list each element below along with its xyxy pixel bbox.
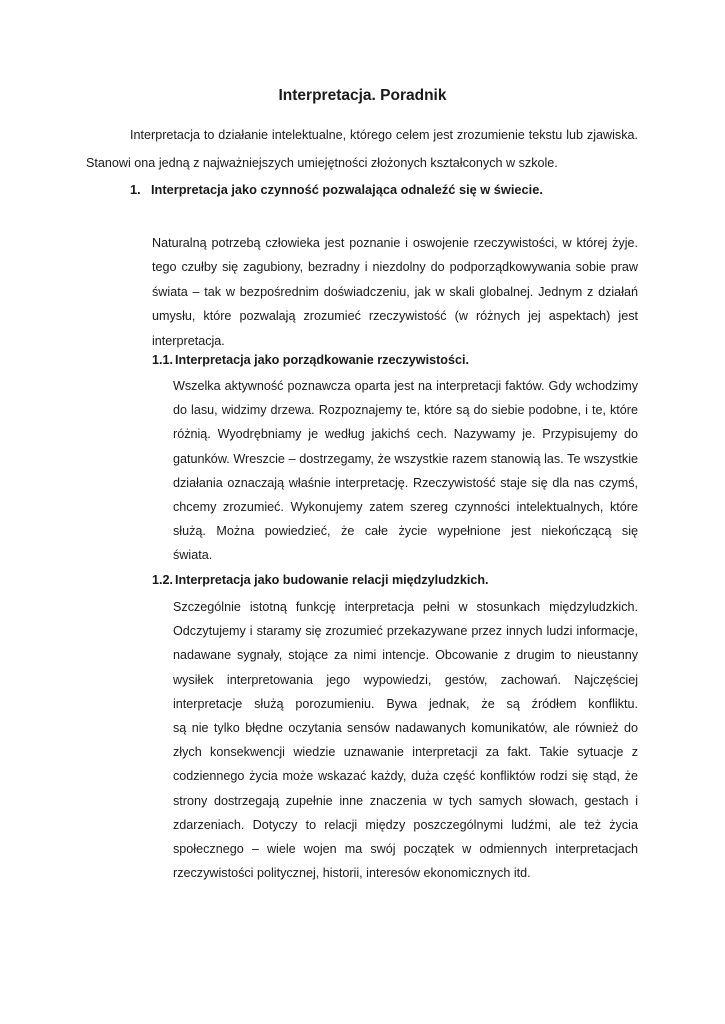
paragraph-line: są nie tylko błędne oczytania sensów nadawanych komunikatów, ale również do: [173, 720, 638, 735]
intro-line: Stanowi ona jedną z najważniejszych umiejętności złożonych kształconych w szkole.: [86, 156, 558, 170]
paragraph-line: do lasu, widzimy drzewa. Rozpoznajemy te, które są do siebie podobne, i te, które: [173, 403, 638, 418]
paragraph-line: społecznego – wiele wojen ma swój początek w odmiennych interpretacjach: [173, 841, 638, 856]
paragraph-line: zdarzeniach. Dotyczy to relacji między poszczególnymi ludźmi, ale też życia: [173, 817, 638, 832]
paragraph-line: służą. Można powiedzieć, że całe życie wypełnione jest niekończącą się: [173, 524, 638, 539]
paragraph-line: chcemy zrozumieć. Wykonujemy zatem szereg czynności intelektualnych, które: [173, 499, 638, 514]
paragraph-line: strony dostrzegają zupełnie inne znaczenia w tych samych słowach, gestach i: [173, 793, 638, 808]
subsection-1-1-paragraph: [173, 374, 638, 568]
subsection-1-2-paragraph: [173, 595, 638, 885]
section-1-heading: [130, 182, 543, 197]
subsection-1-1-heading: [152, 353, 469, 367]
document-title: Interpretacja. Poradnik: [278, 87, 447, 104]
section-1-paragraph: [152, 231, 638, 353]
paragraph-line: tego czułby się zagubiony, bezradny i niezdolny do podporządkowywania sobie praw: [152, 260, 638, 275]
paragraph-line: wysiłek interpretowania jego wypowiedzi, gestów, zachowań. Najczęściej: [173, 672, 638, 687]
paragraph-line: nadawane sygnały, stojące za nimi intencje. Obcowanie z drugim to nieustanny: [173, 648, 638, 663]
subsection-1-1-title: Interpretacja jako porządkowanie rzeczywistości.: [175, 353, 469, 367]
subsection-1-2-number: 1.2.: [152, 573, 174, 587]
paragraph-line: działania oznaczają właśnie interpretację. Rzeczywistość staje się dla nas czymś,: [173, 475, 638, 490]
paragraph-line: Naturalną potrzebą człowieka jest poznanie i oswojenie rzeczywistości, w której żyje.: [152, 236, 638, 250]
subsection-1-2-heading: [152, 573, 489, 587]
paragraph-line: Wszelka aktywność poznawcza oparta jest na interpretacji faktów. Gdy wchodzimy: [173, 379, 638, 393]
paragraph-line: Odczytujemy i staramy się zrozumieć przekazywane przez innych ludzi informacje,: [173, 624, 638, 639]
paragraph-line: interpretacja.: [152, 333, 225, 348]
section-1-title: Interpretacja jako czynność pozwalająca odnaleźć się w świecie.: [151, 182, 543, 197]
paragraph-line: codziennego życia może wskazać każdy, duża część konfliktów rodzi się stąd, że: [173, 769, 638, 784]
paragraph-line: gatunków. Wreszcie – dostrzegamy, że wszystkie razem stanowią las. Te wszystkie: [173, 451, 638, 466]
subsection-1-2-title: Interpretacja jako budowanie relacji międzyludzkich.: [175, 573, 489, 587]
paragraph-line: świata – tak w bezpośrednim doświadczeniu, jak w skali globalnej. Jednym z działań: [152, 284, 638, 299]
intro-paragraph: [86, 121, 638, 177]
subsection-1-1-number: 1.1.: [152, 353, 174, 367]
paragraph-line: Szczególnie istotną funkcję interpretacja pełni w stosunkach międzyludzkich.: [173, 600, 638, 614]
paragraph-line: różnią. Wyodrębniamy je według jakichś cech. Nazywamy je. Przypisujemy do: [173, 427, 638, 442]
paragraph-line: złych konsekwencji wiedzie uznawanie interpretacji za fakt. Takie sytuacje z: [173, 745, 638, 760]
paragraph-line: świata.: [173, 548, 213, 563]
paragraph-line: interpretacje służą porozumieniu. Bywa jednak, że są źródłem konfliktu.: [173, 696, 638, 711]
intro-line: Interpretacja to działanie intelektualne, którego celem jest zrozumienie tekstu lub zjawiska.: [130, 128, 638, 142]
section-1-number: 1.: [130, 182, 141, 197]
paragraph-line: rzeczywistości politycznej, historii, interesów ekonomicznych itd.: [173, 866, 531, 881]
paragraph-line: umysłu, które pozwalają zrozumieć rzeczywistość (w różnych jej aspektach) jest: [152, 309, 638, 324]
